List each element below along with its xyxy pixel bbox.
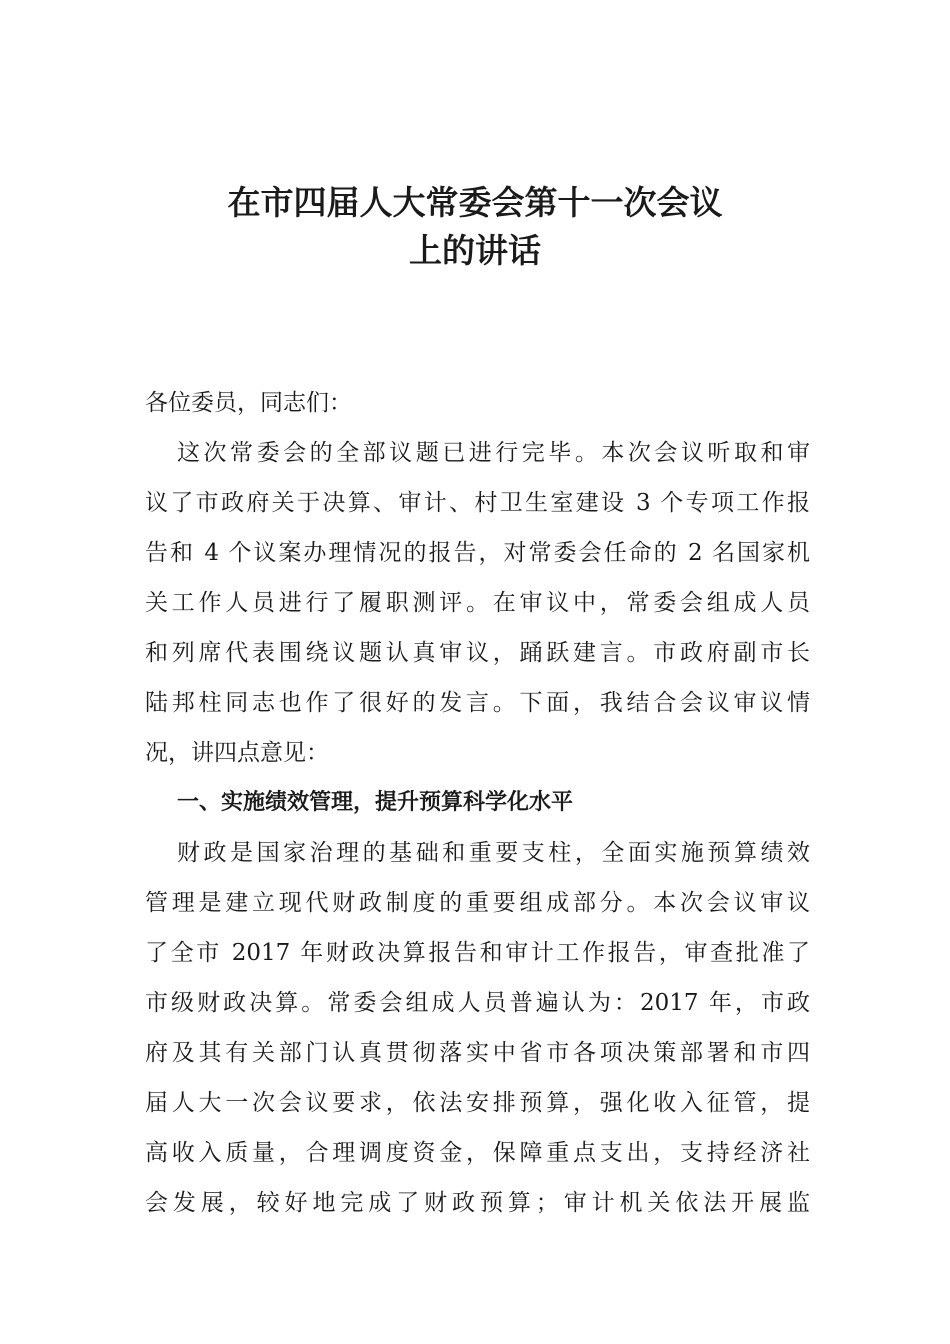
paragraph-line: 届人大一次会议要求，依法安排预算，强化收入征管，提 [145, 1090, 810, 1116]
section-heading: 一、实施绩效管理，提升预算科学化水平 [177, 790, 574, 815]
paragraph-line: 了全市 2017 年财政决算报告和审计工作报告，审查批准了 [145, 940, 810, 966]
paragraph-1 [145, 428, 810, 778]
paragraph-line: 财政是国家治理的基础和重要支柱，全面实施预算绩效 [177, 840, 810, 866]
document-title-line-1: 在市四届人大常委会第十一次会议 [227, 183, 723, 222]
paragraph-line: 陆邦柱同志也作了很好的发言。下面，我结合会议审议情 [145, 690, 810, 716]
salutation: 各位委员，同志们： [145, 390, 352, 416]
document-title-line-2: 上的讲话 [409, 231, 541, 270]
paragraph-line: 高收入质量，合理调度资金，保障重点支出，支持经济社 [145, 1140, 810, 1166]
paragraph-line: 市级财政决算。常委会组成人员普遍认为：2017 年，市政 [145, 990, 810, 1016]
document-body [145, 378, 810, 1228]
paragraph-line: 府及其有关部门认真贯彻落实中省市各项决策部署和市四 [145, 1040, 810, 1066]
paragraph-2 [145, 828, 810, 1228]
paragraph-line: 会发展，较好地完成了财政预算；审计机关依法开展监 [145, 1190, 810, 1216]
paragraph-line: 这次常委会的全部议题已进行完毕。本次会议听取和审 [177, 440, 810, 466]
paragraph-line: 告和 4 个议案办理情况的报告，对常委会任命的 2 名国家机 [145, 540, 810, 566]
paragraph-line: 管理是建立现代财政制度的重要组成部分。本次会议审议 [145, 890, 810, 916]
paragraph-line: 关工作人员进行了履职测评。在审议中，常委会组成人员 [145, 590, 810, 616]
paragraph-line: 议了市政府关于决算、审计、村卫生室建设 3 个专项工作报 [145, 490, 810, 516]
paragraph-line: 况，讲四点意见： [145, 740, 329, 766]
paragraph-line: 和列席代表围绕议题认真审议，踊跃建言。市政府副市长 [145, 640, 810, 666]
